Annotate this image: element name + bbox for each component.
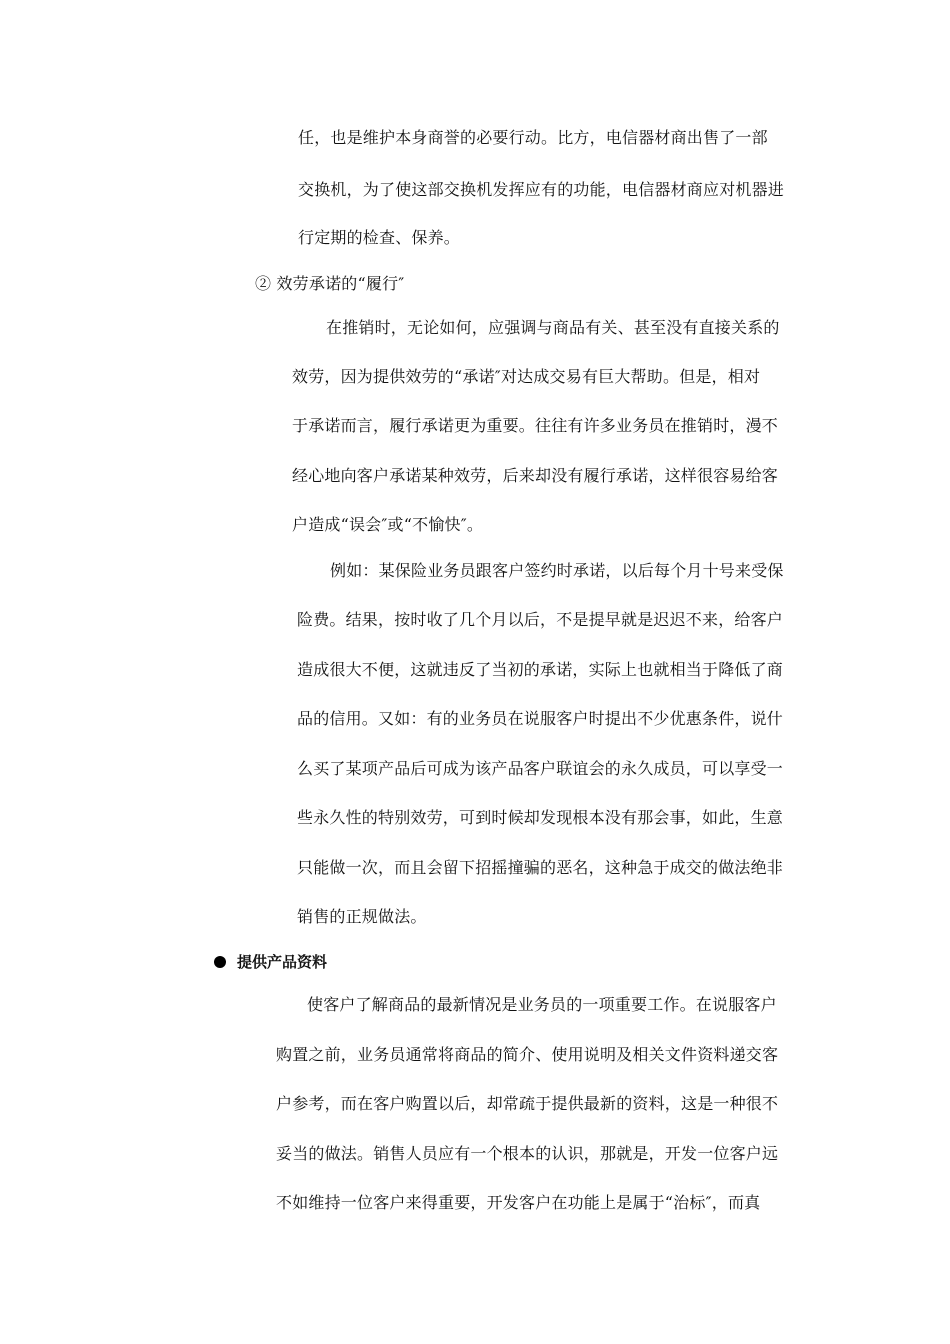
paragraph-line: 行定期的检查、保养。 — [298, 228, 461, 247]
paragraph-line: 使客户了解商品的最新情况是业务员的一项重要工作。在说服客户 — [307, 995, 777, 1014]
paragraph-line: 不如维持一位客户来得重要，开发客户在功能上是属于“治标″，而真 — [276, 1193, 761, 1212]
paragraph-line: 户造成“误会″或“不愉快″。 — [292, 515, 484, 534]
paragraph-line: 些永久性的特别效劳，可到时候却发现根本没有那会事，如此，生意 — [297, 808, 784, 827]
bullet-heading-text: 提供产品资料 — [237, 953, 328, 971]
paragraph-line: 例如：某保险业务员跟客户签约时承诺，以后每个月十号来受保 — [330, 561, 784, 580]
paragraph-line: 效劳，因为提供效劳的“承诺″对达成交易有巨大帮助。但是，相对 — [292, 367, 761, 386]
paragraph-line: 么买了某项产品后可成为该产品客户联谊会的永久成员，可以享受一 — [297, 759, 784, 778]
paragraph-line: 户参考，而在客户购置以后，却常疏于提供最新的资料，这是一种很不 — [276, 1094, 779, 1113]
paragraph-line: 品的信用。又如：有的业务员在说服客户时提出不少优惠条件，说什 — [297, 709, 784, 728]
paragraph-line: 妥当的做法。销售人员应有一个根本的认识，那就是，开发一位客户远 — [276, 1144, 779, 1163]
paragraph-line: 险费。结果，按时收了几个月以后，不是提早就是迟迟不来，给客户 — [297, 610, 784, 629]
subheading: ② 效劳承诺的“履行″ — [255, 274, 405, 293]
paragraph-line: 只能做一次，而且会留下招摇撞骗的恶名，这种急于成交的做法绝非 — [297, 858, 784, 877]
bullet-dot-icon — [214, 956, 226, 968]
paragraph-line: 任，也是维护本身商誉的必要行动。比方，电信器材商出售了一部 — [298, 128, 768, 147]
paragraph-line: 在推销时，无论如何，应强调与商品有关、甚至没有直接关系的 — [326, 318, 780, 337]
paragraph-line: 于承诺而言，履行承诺更为重要。往往有许多业务员在推销时，漫不 — [292, 416, 779, 435]
paragraph-line: 交换机，为了使这部交换机发挥应有的功能，电信器材商应对机器进 — [298, 180, 785, 199]
paragraph-line: 销售的正规做法。 — [297, 907, 427, 926]
bullet-heading — [214, 952, 327, 972]
paragraph-line: 购置之前，业务员通常将商品的简介、使用说明及相关文件资料递交客 — [276, 1045, 779, 1064]
paragraph-line: 经心地向客户承诺某种效劳，后来却没有履行承诺，这样很容易给客 — [292, 466, 779, 485]
paragraph-line: 造成很大不便，这就违反了当初的承诺，实际上也就相当于降低了商 — [297, 660, 784, 679]
